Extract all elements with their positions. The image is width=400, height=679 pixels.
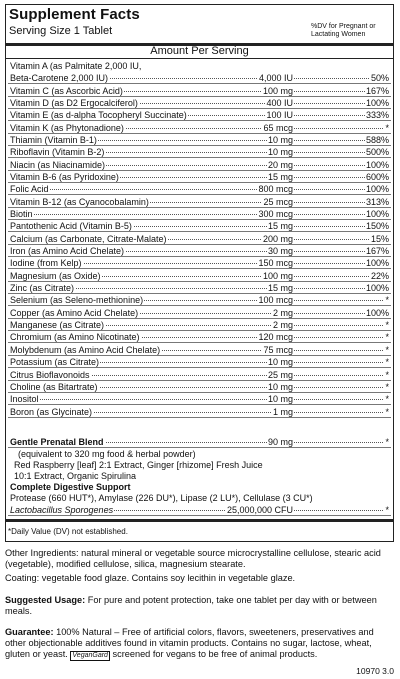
nutrient-amount: 2 mg bbox=[272, 320, 293, 331]
nutrient-amount: 30 mg bbox=[267, 246, 293, 257]
nutrient-name: Zinc (as Citrate) bbox=[10, 283, 75, 294]
nutrient-dv: 50% bbox=[370, 73, 389, 84]
nutrient-amount: 300 mcg bbox=[258, 209, 293, 220]
nutrient-name: Beta-Carotene 2,000 IU) bbox=[10, 73, 109, 84]
suggested-usage-label: Suggested Usage: bbox=[5, 595, 86, 605]
nutrient-amount: 100 IU bbox=[266, 110, 293, 121]
nutrient-row bbox=[8, 258, 391, 269]
nutrient-row bbox=[8, 271, 391, 282]
nutrient-dv: 22% bbox=[370, 270, 389, 281]
nutrient-row bbox=[8, 98, 391, 109]
nutrient-name: Inositol bbox=[10, 394, 39, 405]
prenatal-blend-amount: 90 mg bbox=[267, 437, 293, 447]
nutrient-row bbox=[8, 295, 391, 306]
nutrient-amount: 15 mg bbox=[267, 172, 293, 183]
nutrient-row bbox=[8, 345, 391, 356]
prenatal-blend-line: (equivalent to 320 mg food & herbal powder) bbox=[18, 449, 196, 459]
nutrient-name: Molybdenum (as Amino Acid Chelate) bbox=[10, 344, 161, 355]
nutrient-dv: * bbox=[385, 369, 389, 380]
nutrient-dv: 15% bbox=[370, 233, 389, 244]
digestive-support-heading-row bbox=[8, 482, 391, 492]
nutrient-amount: 10 mg bbox=[267, 135, 293, 146]
nutrient-amount: 4,000 IU bbox=[258, 73, 293, 84]
nutrient-row bbox=[8, 370, 391, 381]
nutrient-row bbox=[8, 357, 391, 368]
dot-leader bbox=[10, 399, 389, 400]
nutrient-amount: 10 mg bbox=[267, 394, 293, 405]
nutrient-amount: 10 mg bbox=[267, 357, 293, 368]
digestive-support-name: Complete Digestive Support bbox=[10, 482, 131, 492]
nutrient-name: Citrus Bioflavonoids bbox=[10, 369, 90, 380]
nutrient-dv: 588% bbox=[365, 135, 389, 146]
nutrient-name: Iron (as Amino Acid Chelate) bbox=[10, 246, 125, 257]
dot-leader bbox=[10, 189, 389, 190]
nutrient-dv: * bbox=[385, 332, 389, 343]
nutrient-dv: 500% bbox=[365, 147, 389, 158]
nutrient-amount: 25 mg bbox=[267, 369, 293, 380]
prenatal-blend-name: Gentle Prenatal Blend bbox=[10, 437, 104, 447]
nutrient-name: Pantothenic Acid (Vitamin B-5) bbox=[10, 221, 132, 232]
nutrient-amount: 15 mg bbox=[267, 283, 293, 294]
nutrient-amount: 120 mcg bbox=[258, 332, 293, 343]
product-code: 10970 3.0 bbox=[356, 666, 394, 676]
divider-thick bbox=[6, 519, 393, 522]
guarantee bbox=[5, 627, 393, 661]
nutrient-name: Vitamin K (as Phytonadione) bbox=[10, 122, 124, 133]
nutrient-name: Vitamin A (as Palmitate 2,000 IU, bbox=[10, 61, 142, 71]
nutrient-row bbox=[8, 184, 391, 195]
nutrient-name: Vitamin E (as d-alpha Tocopheryl Succinate) bbox=[10, 110, 187, 121]
dot-leader bbox=[10, 214, 389, 215]
nutrient-row bbox=[8, 123, 391, 134]
nutrient-dv: * bbox=[385, 357, 389, 368]
nutrient-name: Manganese (as Citrate) bbox=[10, 320, 105, 331]
supplement-facts-panel bbox=[5, 4, 394, 542]
nutrient-row bbox=[8, 73, 391, 84]
nutrient-dv: * bbox=[385, 381, 389, 392]
nutrient-dv: 100% bbox=[365, 209, 389, 220]
nutrient-dv: 313% bbox=[365, 196, 389, 207]
nutrient-name: Vitamin B-6 (as Pyridoxine) bbox=[10, 172, 119, 183]
lactobacillus-name: Lactobacillus Sporogenes bbox=[10, 505, 114, 515]
nutrient-name: Boron (as Glycinate) bbox=[10, 406, 93, 417]
prenatal-blend-line: Red Raspberry [leaf] 2:1 Extract, Ginger [rhizome] Fresh Juice bbox=[14, 460, 263, 470]
nutrient-name: Folic Acid bbox=[10, 184, 49, 195]
nutrient-dv: * bbox=[385, 295, 389, 306]
nutrient-name: Iodine (from Kelp) bbox=[10, 258, 82, 269]
lactobacillus-amount: 25,000,000 CFU bbox=[226, 505, 293, 515]
nutrient-name: Biotin bbox=[10, 209, 33, 220]
vegan-text: screened for vegans to be free of animal products. bbox=[112, 649, 318, 659]
nutrient-amount: 150 mcg bbox=[258, 258, 293, 269]
nutrient-row bbox=[8, 147, 391, 158]
nutrient-dv: 100% bbox=[365, 159, 389, 170]
nutrient-dv: * bbox=[385, 406, 389, 417]
nutrient-row bbox=[8, 61, 391, 71]
nutrient-dv: 167% bbox=[365, 85, 389, 96]
nutrient-row bbox=[8, 110, 391, 121]
nutrient-name: Magnesium (as Oxide) bbox=[10, 270, 101, 281]
nutrient-name: Potassium (as Citrate) bbox=[10, 357, 100, 368]
nutrient-amount: 800 mcg bbox=[258, 184, 293, 195]
nutrient-name: Riboflavin (Vitamin B-2) bbox=[10, 147, 105, 158]
prenatal-blend-line: 10:1 Extract, Organic Spirulina bbox=[14, 471, 137, 481]
nutrient-amount: 100 mg bbox=[262, 270, 293, 281]
nutrient-dv: 100% bbox=[365, 98, 389, 109]
nutrient-row bbox=[8, 172, 391, 183]
divider bbox=[6, 58, 393, 59]
nutrient-dv: 333% bbox=[365, 110, 389, 121]
digestive-enzymes-line: Protease (660 HUT*), Amylase (226 DU*), Lipase (2 LU*), Cellulase (3 CU*) bbox=[10, 493, 313, 503]
nutrient-name: Niacin (as Niacinamide) bbox=[10, 159, 106, 170]
coating-text: Coating: vegetable food glaze. Contains soy lecithin in vegetable glaze. bbox=[5, 573, 296, 583]
amount-per-serving-heading: Amount Per Serving bbox=[150, 45, 249, 57]
nutrient-row bbox=[8, 320, 391, 331]
lactobacillus-dv: * bbox=[385, 505, 389, 515]
panel-title: Supplement Facts bbox=[9, 6, 140, 23]
nutrient-name: Vitamin C (as Ascorbic Acid) bbox=[10, 85, 123, 96]
nutrient-row bbox=[8, 209, 391, 220]
nutrient-amount: 1 mg bbox=[272, 406, 293, 417]
nutrient-name: Calcium (as Carbonate, Citrate-Malate) bbox=[10, 233, 167, 244]
dv-note: %DV for Pregnant or Lactating Women bbox=[311, 23, 376, 38]
nutrient-amount: 15 mg bbox=[267, 221, 293, 232]
nutrient-name: Vitamin D (as D2 Ergocalciferol) bbox=[10, 98, 138, 109]
nutrient-row bbox=[8, 394, 391, 405]
nutrient-amount: 100 mg bbox=[262, 85, 293, 96]
nutrient-dv: 600% bbox=[365, 172, 389, 183]
nutrient-dv: 150% bbox=[365, 221, 389, 232]
nutrient-amount: 65 mcg bbox=[263, 122, 293, 133]
nutrient-dv: 100% bbox=[365, 258, 389, 269]
nutrient-amount: 25 mcg bbox=[263, 196, 293, 207]
nutrient-dv: 100% bbox=[365, 184, 389, 195]
nutrient-row bbox=[8, 246, 391, 257]
nutrient-amount: 100 mcg bbox=[258, 295, 293, 306]
nutrient-dv: * bbox=[385, 394, 389, 405]
nutrient-row bbox=[8, 221, 391, 232]
dv-footnote: *Daily Value (DV) not established. bbox=[8, 527, 128, 536]
nutrient-name: Choline (as Bitartrate) bbox=[10, 381, 98, 392]
nutrient-row bbox=[8, 86, 391, 97]
nutrient-amount: 10 mg bbox=[267, 381, 293, 392]
nutrient-name: Thiamin (Vitamin B-1) bbox=[10, 135, 97, 146]
nutrient-row bbox=[8, 283, 391, 294]
nutrient-row bbox=[8, 197, 391, 208]
nutrient-row bbox=[8, 308, 391, 319]
prenatal-blend-dv: * bbox=[385, 437, 389, 447]
nutrient-name: Vitamin B-12 (as Cyanocobalamin) bbox=[10, 196, 149, 207]
nutrient-amount: 75 mcg bbox=[263, 344, 293, 355]
nutrient-dv: * bbox=[385, 320, 389, 331]
nutrient-row bbox=[8, 407, 391, 418]
nutrient-dv: * bbox=[385, 122, 389, 133]
suggested-usage-text: For pure and potent protection, take one tablet per day with or between meals. bbox=[5, 595, 377, 616]
guarantee-label: Guarantee: bbox=[5, 627, 54, 637]
prenatal-blend-row bbox=[8, 437, 391, 448]
nutrient-row bbox=[8, 160, 391, 171]
suggested-usage bbox=[5, 595, 393, 617]
nutrient-amount: 200 mg bbox=[262, 233, 293, 244]
other-ingredients: Other Ingredients: natural mineral or vegetable source microcrystalline cellulose, stearic acid (vegetable), modified cellulose, silica, magnesium stearate. bbox=[5, 548, 381, 569]
guarantee-text: 100% Natural – Free of artificial colors, flavors, sweeteners, preservatives and other objectionable additives found in vitamin products. Contains no sugar, lactose, wheat, gluten or yeast. bbox=[5, 627, 374, 659]
lactobacillus-row bbox=[8, 505, 391, 516]
nutrient-name: Selenium (as Seleno-methionine) bbox=[10, 295, 144, 306]
nutrient-name: Chromium (as Amino Nicotinate) bbox=[10, 332, 140, 343]
nutrient-amount: 400 IU bbox=[266, 98, 293, 109]
nutrient-name: Copper (as Amino Acid Chelate) bbox=[10, 307, 139, 318]
nutrient-amount: 20 mg bbox=[267, 159, 293, 170]
nutrient-row bbox=[8, 234, 391, 245]
nutrient-dv: 100% bbox=[365, 307, 389, 318]
nutrient-row bbox=[8, 135, 391, 146]
nutrient-dv: 100% bbox=[365, 283, 389, 294]
nutrient-dv: 167% bbox=[365, 246, 389, 257]
serving-size: Serving Size 1 Tablet bbox=[9, 25, 113, 37]
nutrient-amount: 10 mg bbox=[267, 147, 293, 158]
nutrient-amount: 2 mg bbox=[272, 307, 293, 318]
nutrient-dv: * bbox=[385, 344, 389, 355]
nutrient-row bbox=[8, 382, 391, 393]
vegan-gard-logo: VeganGard bbox=[72, 652, 108, 659]
nutrient-row bbox=[8, 332, 391, 343]
